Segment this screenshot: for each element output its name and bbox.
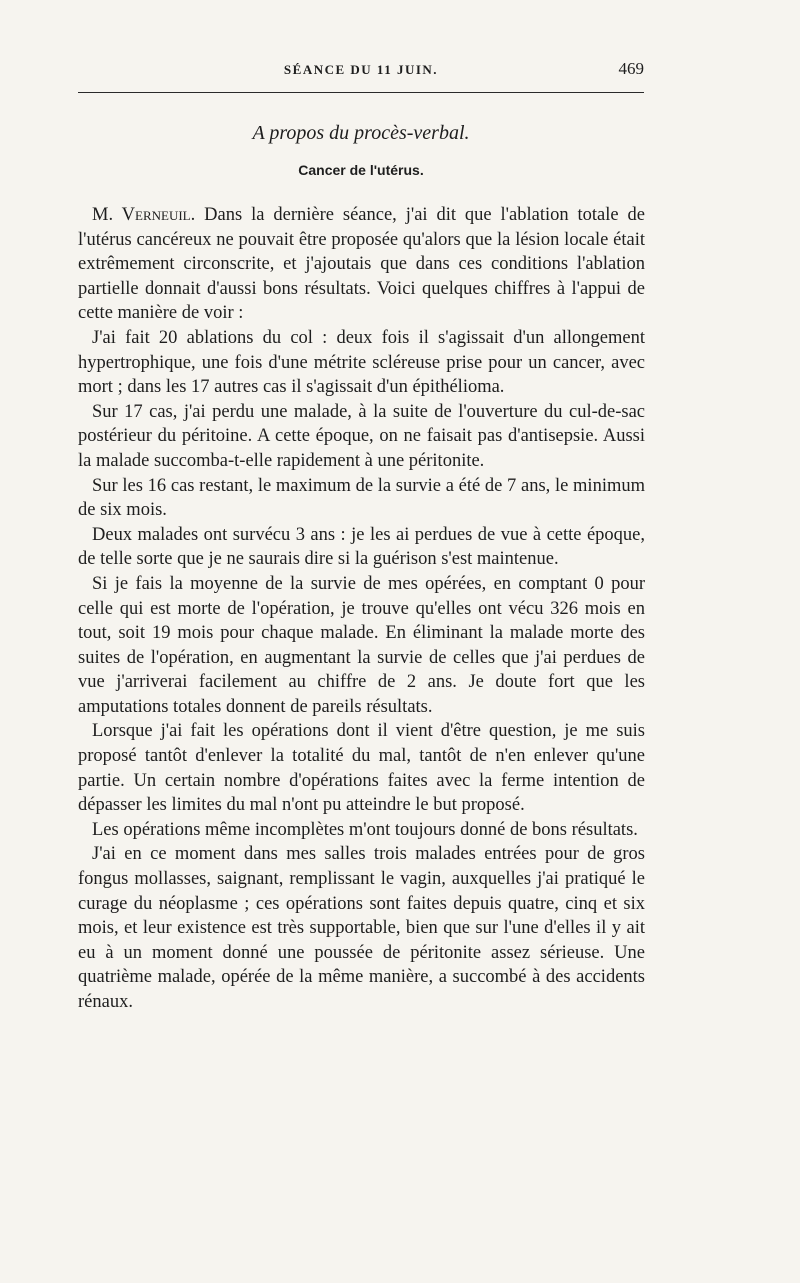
paragraph: Lorsque j'ai fait les opérations dont il vient d'être question, je me suis proposé tantôt d'enlever la totalité du mal, tantôt de n'en enlever qu'une partie. Un certain nombre d'opérations faites avec la ferme intention de dépasser les limites du mal n'ont pu atteindre le but proposé. bbox=[78, 721, 645, 816]
paragraph: Sur les 16 cas restant, le maximum de la survie a été de 7 ans, le minimum de six mois. bbox=[78, 475, 645, 521]
body-text bbox=[78, 203, 645, 1015]
section-title: A propos du procès-verbal. bbox=[252, 122, 470, 144]
paragraph: Les opérations même incomplètes m'ont toujours donné de bons résultats. bbox=[92, 819, 638, 840]
page-header bbox=[78, 58, 644, 93]
running-head: SÉANCE DU 11 JUIN. bbox=[283, 62, 439, 77]
page-number: 469 bbox=[618, 59, 644, 78]
paragraph: Sur 17 cas, j'ai perdu une malade, à la suite de l'ouverture du cul-de-sac postérieur du péritoine. A cette époque, on ne faisait pas d'antisepsie. Aussi la malade succomba-t-elle rapidement à une péritonite. bbox=[78, 401, 645, 471]
subtitle: Cancer de l'utérus. bbox=[298, 162, 424, 178]
paragraph: M. Verneuil. Dans la dernière séance, j'ai dit que l'ablation totale de l'utérus cancéreux ne pouvait être proposée qu'alors que la lésion locale était extrêmement circonscrite, et j'ajoutais que dans ces conditions l'ablation partielle donnait d'aussi bons résultats. Voici quelques chiffres à l'appui de cette manière de voir : bbox=[78, 205, 645, 324]
paragraph: J'ai en ce moment dans mes salles trois malades entrées pour de gros fongus mollasses, saignant, remplissant le vagin, auxquelles j'ai pratiqué le curage du néoplasme ; ces opérations sont faites depuis quatre, cinq et six mois, et leur existence est très supportable, bien que sur l'une d'elles il y ait eu à un moment donné une poussée de péritonite assez sérieuse. Une quatrième malade, opérée de la même manière, a succombé à des accidents rénaux. bbox=[78, 844, 645, 1012]
speaker-name: M. Verneuil. bbox=[92, 205, 196, 225]
paragraph: J'ai fait 20 ablations du col : deux fois il s'agissait d'un allongement hypertrophique, une fois d'une métrite scléreuse prise pour un cancer, avec mort ; dans les 17 autres cas il s'agissait d'un épithélioma. bbox=[78, 327, 645, 398]
paragraph: Si je fais la moyenne de la survie de mes opérées, en comptant 0 pour celle qui est morte de l'opération, je trouve qu'elles ont vécu 326 mois en tout, soit 19 mois pour chaque malade. En éliminant la malade morte des suites de l'opération, en augmentant la survie de celles que j'ai perdues de vue j'arriverai facilement au chiffre de 2 ans. Je doute fort que les amputations totales donnent de pareils résultats. bbox=[78, 573, 645, 717]
paragraph: Deux malades ont survécu 3 ans : je les ai perdues de vue à cette époque, de telle sorte que je ne saurais dire si la guérison s'est maintenue. bbox=[78, 524, 645, 570]
